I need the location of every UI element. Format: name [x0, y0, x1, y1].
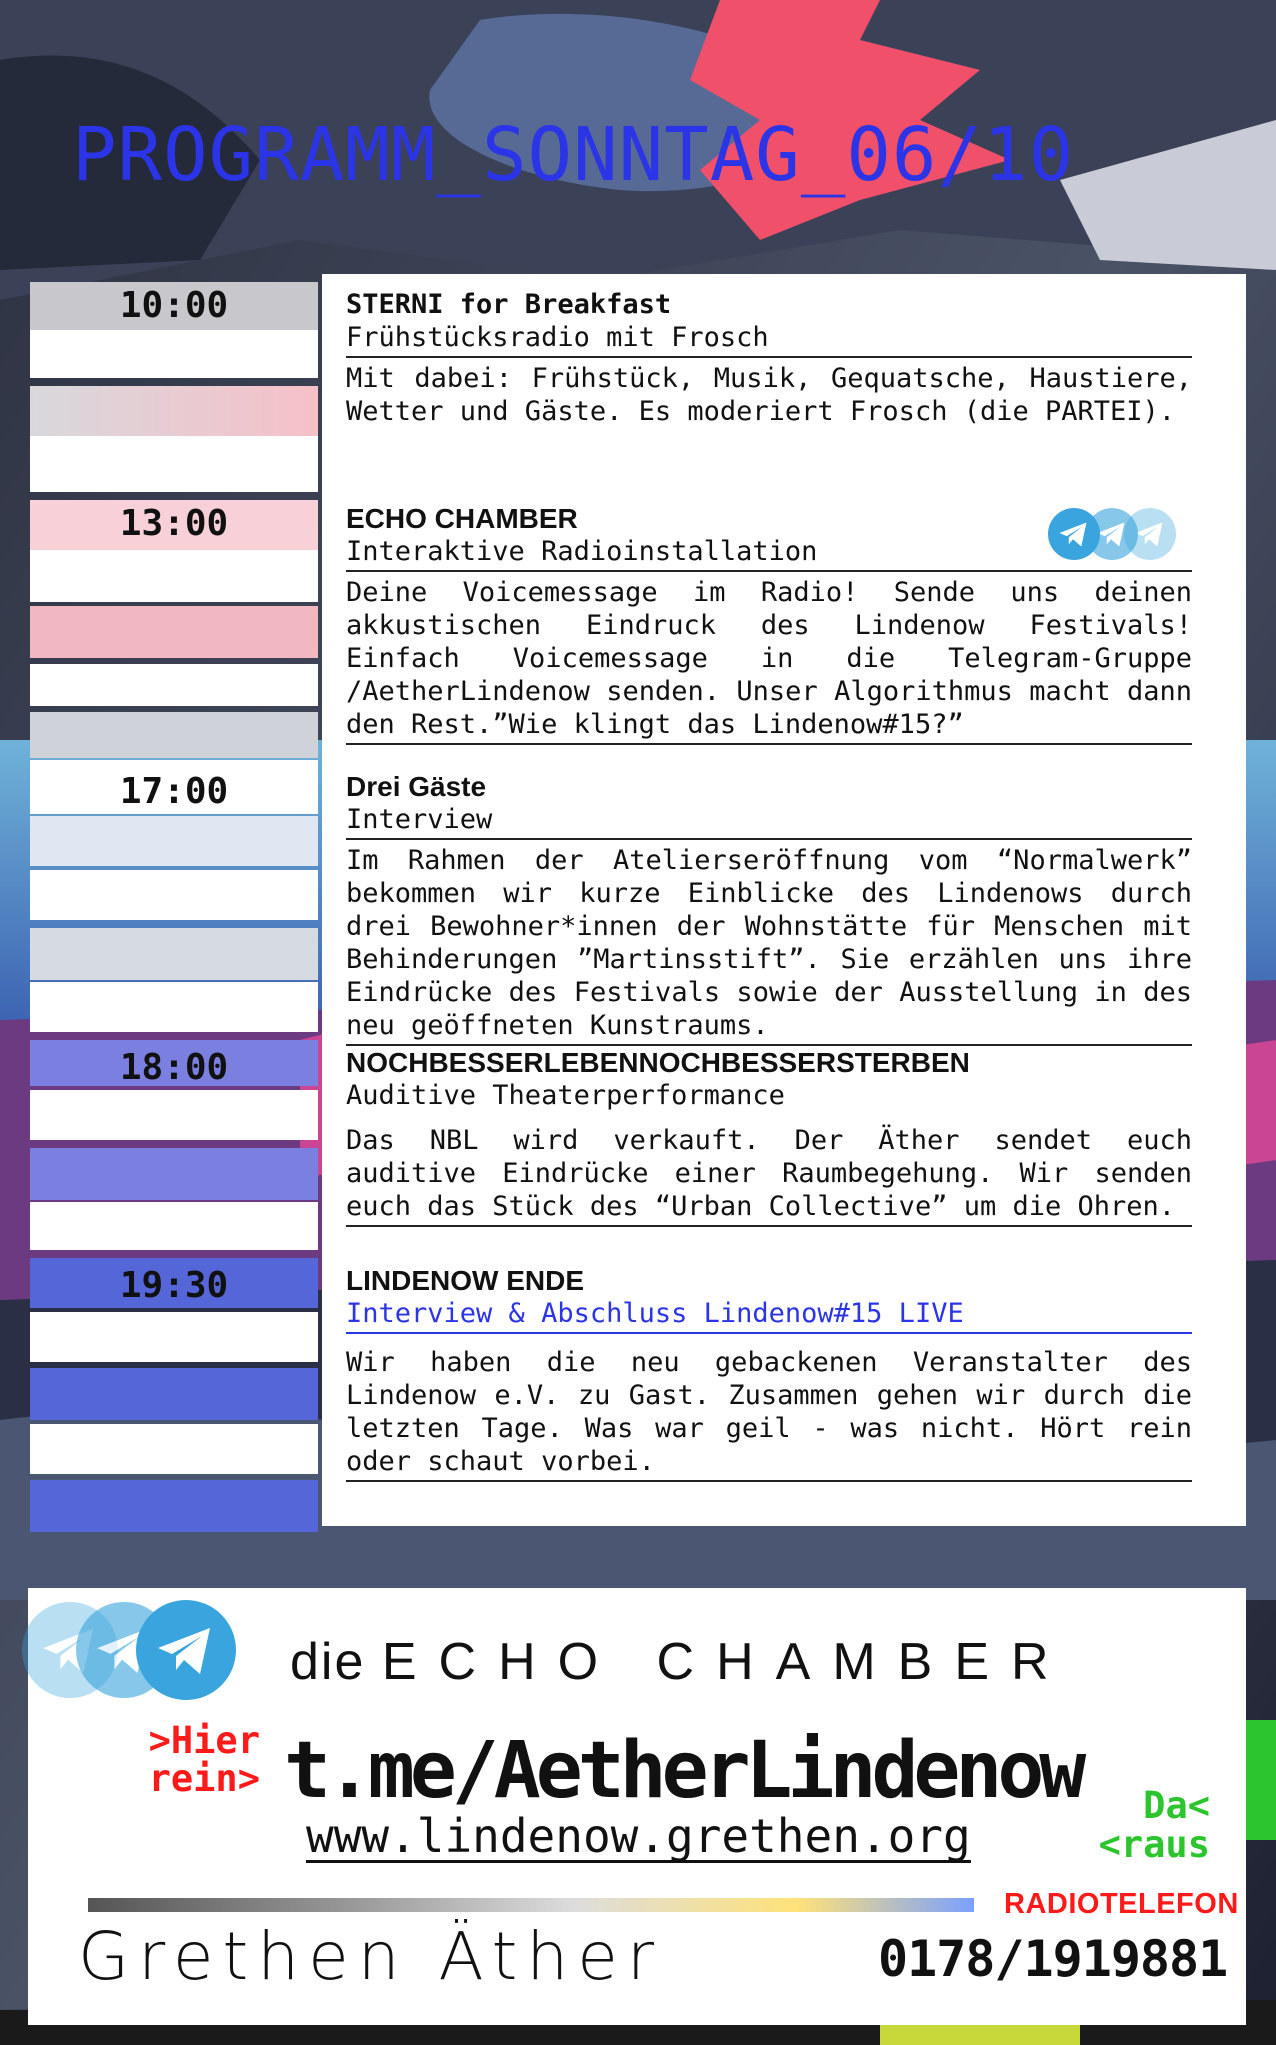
- echo-chamber-heading: [290, 1632, 1071, 1692]
- entry-description: Mit dabei: Frühstück, Musik, Gequatsche, Haustiere, Wetter und Gäste. Es moderiert Frosch (die PARTEI).: [346, 363, 1192, 427]
- entry-description: Deine Voicemessage im Radio! Sende uns deinen akkustischen Eindruck des Lindenow Festivals! Einfach Voicemessage in die Telegram-Gruppe /AetherLindenow senden. Unser Algorithmus macht dann den Rest.”Wie klingt das Lindenow#15?”: [346, 576, 1192, 745]
- stripe: [30, 1312, 318, 1362]
- stripe: [30, 1368, 318, 1420]
- schedule-entry: [346, 770, 1192, 1046]
- entry-description: Das NBL wird verkauft. Der Äther sendet euch auditive Eindrücke einer Raumbegehung. Wir senden euch das Stück des “Urban Collective” um die Ohren.: [346, 1124, 1192, 1227]
- stripe: [30, 1424, 318, 1474]
- phone-number[interactable]: 0178/1919881: [878, 1930, 1228, 1988]
- schedule-entry: [346, 1046, 1192, 1227]
- echo-prefix: die: [290, 1633, 366, 1691]
- schedule-entry: [346, 288, 1192, 430]
- stripe: [30, 870, 318, 920]
- telegram-icon-group[interactable]: [1048, 506, 1178, 562]
- entry-name: ECHO CHAMBER: [346, 503, 578, 534]
- stripe: [30, 386, 318, 436]
- echo-label: ECHO CHAMBER: [381, 1633, 1071, 1691]
- entry-name: NOCHBESSERLEBENNOCHBESSERSTERBEN: [346, 1047, 970, 1078]
- website-link[interactable]: www.lindenow.grethen.org: [306, 1809, 971, 1863]
- entry-subtitle: Auditive Theaterperformance: [346, 1080, 785, 1111]
- stripe: [30, 816, 318, 866]
- time-label: 18:00: [119, 1046, 229, 1088]
- entry-subtitle-link[interactable]: Interview & Abschluss Lindenow#15 LIVE: [346, 1297, 1192, 1334]
- stripe: [30, 982, 318, 1032]
- time-label: 17:00: [119, 770, 229, 812]
- divider-bar: [88, 1898, 974, 1912]
- stripe: [30, 1202, 318, 1250]
- stripe: [30, 664, 318, 706]
- stripe: [30, 712, 318, 758]
- telegram-link[interactable]: t.me/AetherLindenow: [284, 1726, 1082, 1816]
- telegram-icon: [1048, 508, 1100, 560]
- time-label: 19:30: [119, 1264, 229, 1306]
- entry-name: Drei Gäste: [346, 771, 487, 802]
- stripe: [30, 928, 318, 980]
- entry-description: Im Rahmen der Atelierseröffnung vom “Normalwerk” bekommen wir kurze Einblicke des Lindenows durch drei Bewohner*innen der Wohnstätte für Menschen mit Behinderungen ”Martinsstift”. Sie erzählen uns ihre Eindrücke des Festivals sowie der Ausstellung in des neu geöffneten Kunstraums.: [346, 844, 1192, 1046]
- stripe: [30, 606, 318, 658]
- stripe: [30, 1480, 318, 1532]
- time-label: 13:00: [119, 502, 229, 544]
- stripe: [30, 1090, 318, 1140]
- stripe: [30, 330, 318, 378]
- station-name: Grethen Äther: [78, 1918, 663, 1995]
- stripe: [30, 550, 318, 602]
- entry-name: STERNI for Breakfast: [346, 289, 672, 320]
- entry-subtitle: Interview: [346, 803, 1192, 840]
- da-raus-label: Da< <raus: [1098, 1784, 1210, 1866]
- entry-description: Wir haben die neu gebackenen Veranstalter des Lindenow e.V. zu Gast. Zusammen gehen wir durch die letzten Tage. Was war geil - was nicht. Hört rein oder schaut vorbei.: [346, 1346, 1192, 1482]
- radiotelefon-label: RADIOTELEFON: [1004, 1888, 1239, 1920]
- hier-rein-label: >Hier rein>: [148, 1719, 260, 1800]
- telegram-icon: [136, 1600, 236, 1700]
- entry-subtitle: Interaktive Radioinstallation: [346, 535, 1192, 572]
- entry-subtitle: Frühstücksradio mit Frosch: [346, 321, 1192, 358]
- schedule-entry: [346, 1264, 1192, 1482]
- stripe: [30, 436, 318, 492]
- stripe: [30, 1148, 318, 1200]
- footer-telegram-icon-group: [22, 1600, 242, 1700]
- time-label: 10:00: [119, 284, 229, 326]
- page-title: PROGRAMM_SONNTAG_06/10: [72, 112, 1075, 198]
- entry-name: LINDENOW ENDE: [346, 1265, 584, 1296]
